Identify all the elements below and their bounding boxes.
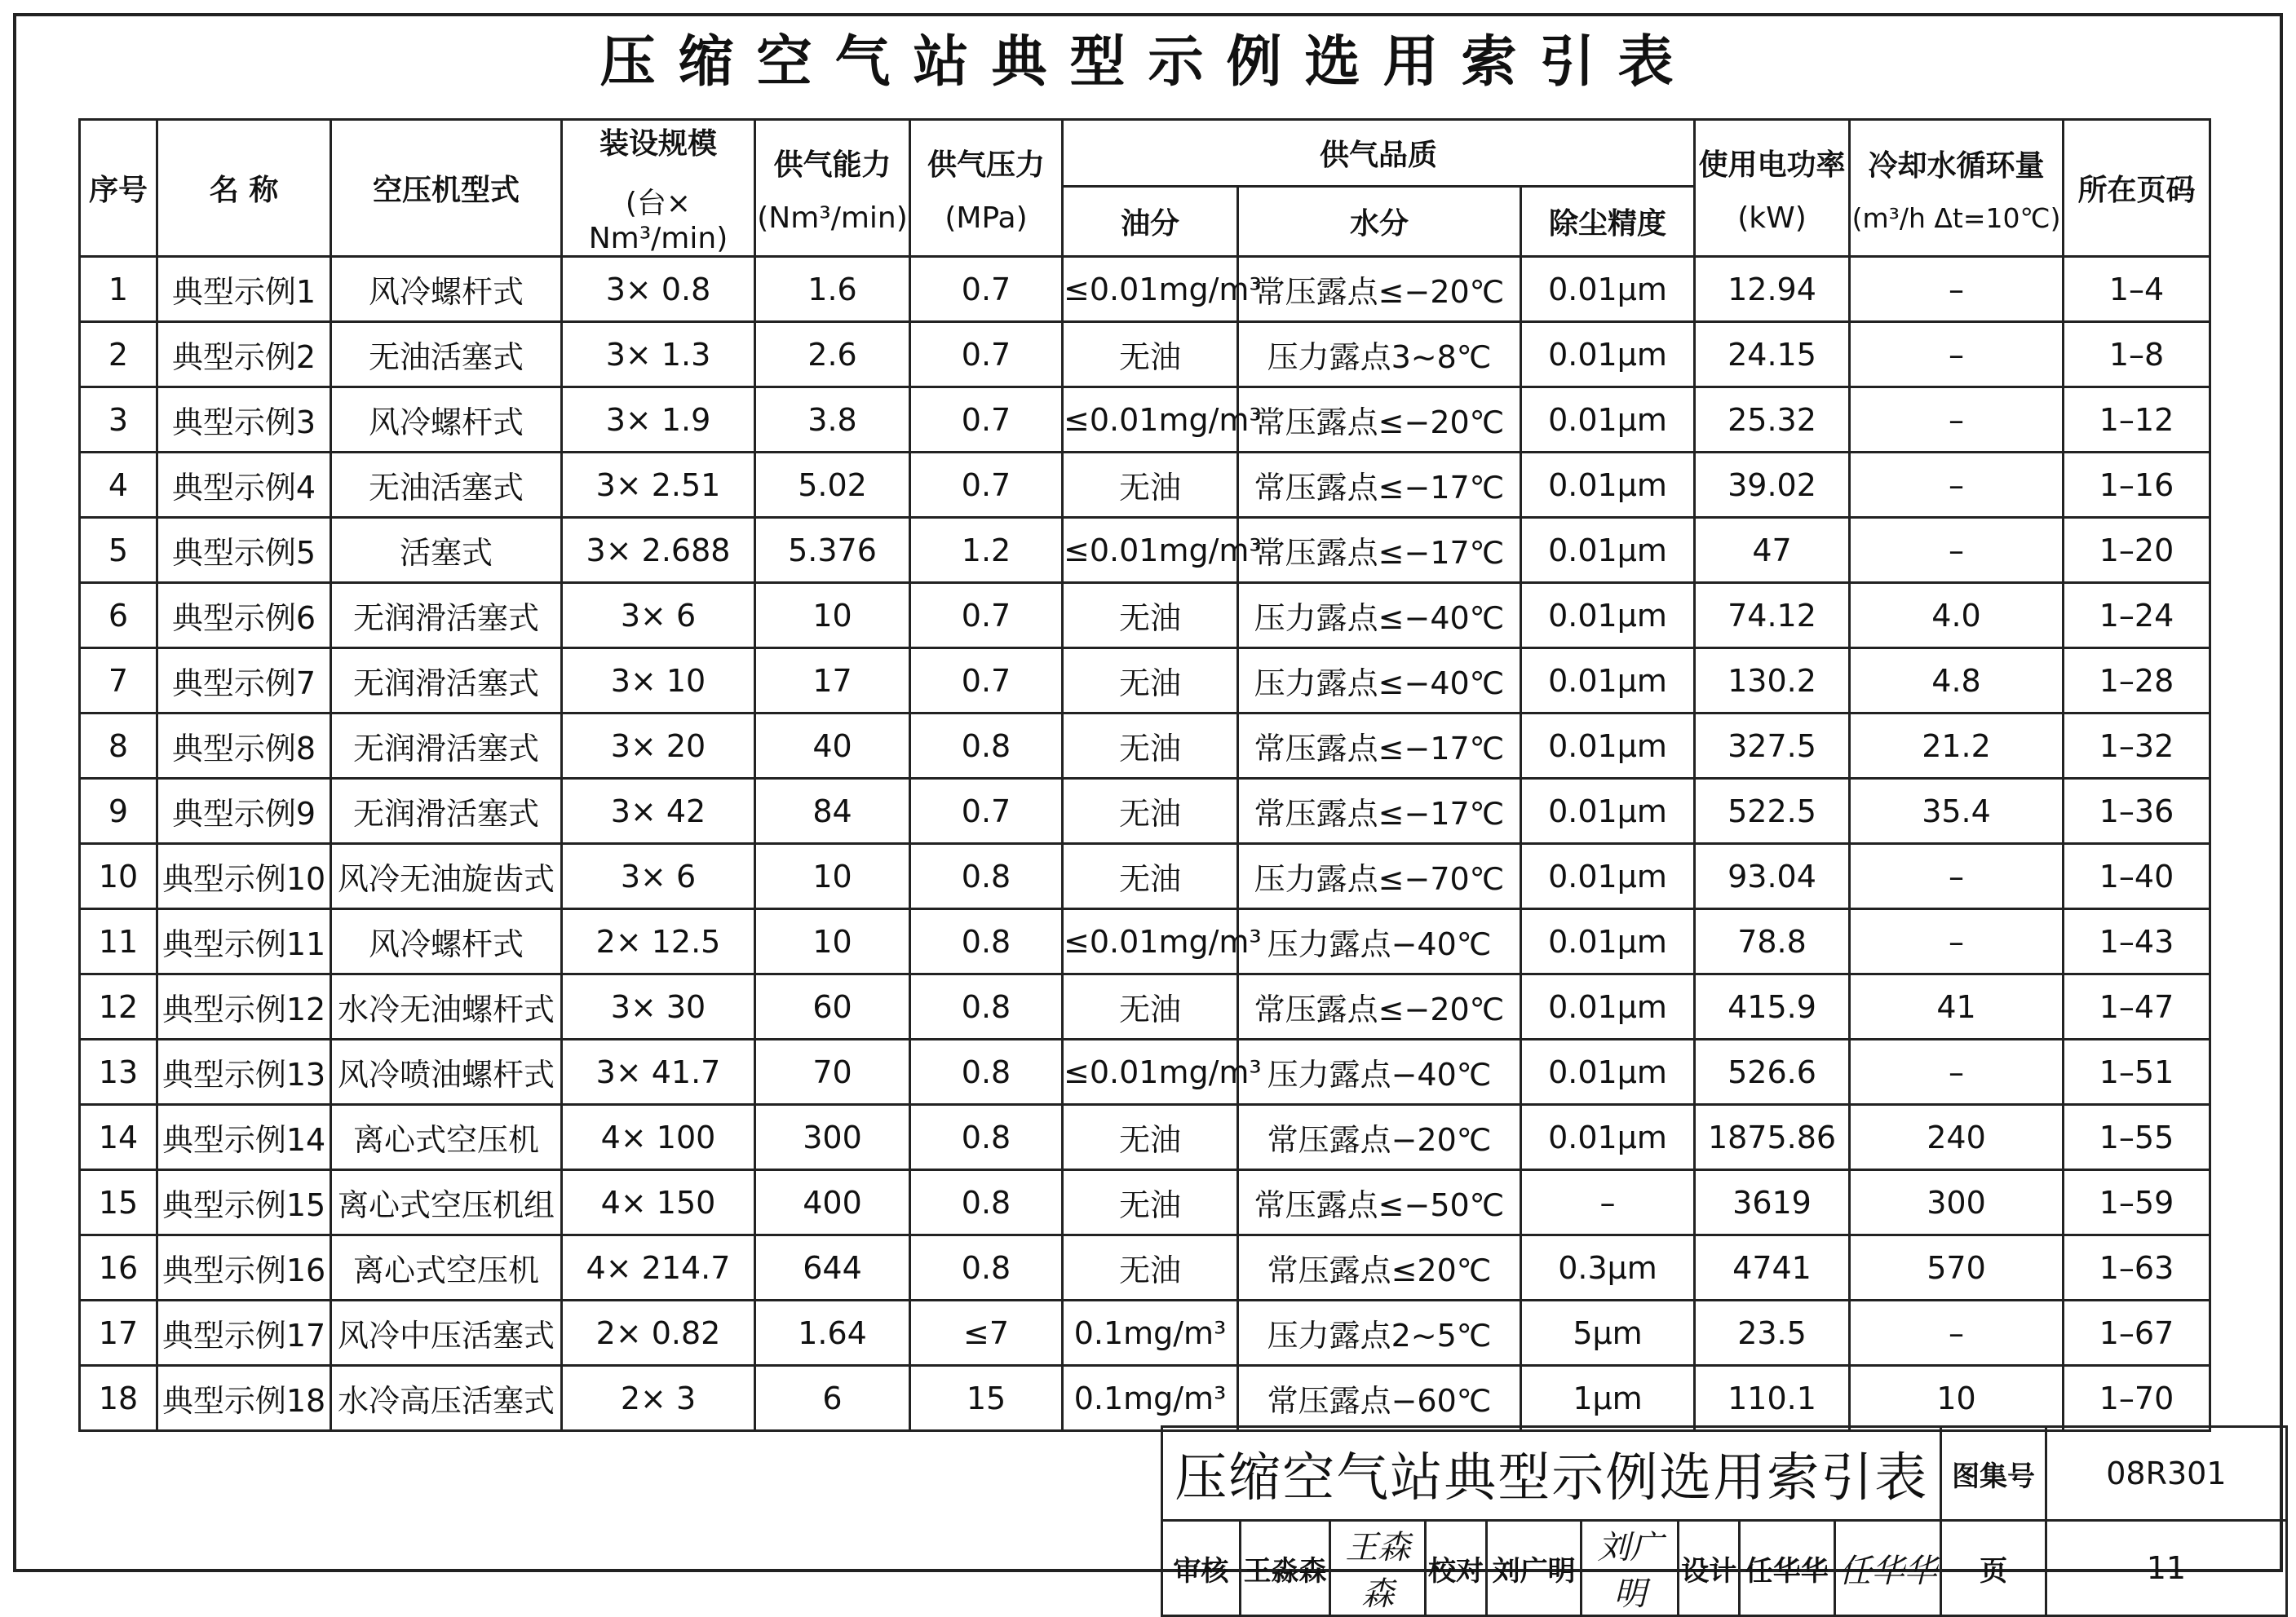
cell-capacity: 70 (755, 1040, 910, 1105)
cell-scale: 3× 20 (562, 714, 755, 779)
cell-oil: 无油 (1063, 1235, 1238, 1301)
cell-seq: 14 (80, 1105, 157, 1170)
cell-oil: 无油 (1063, 453, 1238, 518)
cell-capacity: 17 (755, 648, 910, 714)
cell-type: 活塞式 (331, 518, 562, 583)
cell-seq: 17 (80, 1301, 157, 1366)
cell-cooling: – (1850, 518, 2064, 583)
header-power-line1: 使用电功率 (1698, 148, 1846, 182)
cell-type: 无润滑活塞式 (331, 714, 562, 779)
cell-capacity: 10 (755, 583, 910, 648)
cell-pressure: 0.8 (910, 1105, 1063, 1170)
cell-water: 常压露点−20℃ (1238, 1105, 1521, 1170)
cell-name: 典型示例16 (157, 1235, 331, 1301)
cell-dust: 0.01μm (1521, 844, 1695, 909)
table-row (80, 779, 2210, 844)
header-scale-line2: (台× Nm³/min) (588, 187, 728, 255)
cell-scale: 2× 12.5 (562, 909, 755, 974)
cell-page: 1–47 (2064, 974, 2210, 1040)
cell-capacity: 2.6 (755, 322, 910, 387)
cell-power: 93.04 (1695, 844, 1850, 909)
page-title: 压缩空气站典型示例选用索引表 (599, 30, 1697, 95)
title-block (1161, 1425, 2288, 1617)
cell-cooling: 10 (1850, 1366, 2064, 1431)
cell-scale: 4× 100 (562, 1105, 755, 1170)
cell-power: 23.5 (1695, 1301, 1850, 1366)
cell-cooling: 240 (1850, 1105, 2064, 1170)
cell-oil: 无油 (1063, 1105, 1238, 1170)
header-page: 所在页码 (2064, 120, 2210, 257)
cell-seq: 9 (80, 779, 157, 844)
cell-water: 常压露点≤−17℃ (1238, 518, 1521, 583)
cell-scale: 3× 10 (562, 648, 755, 714)
cell-cooling: 4.8 (1850, 648, 2064, 714)
cell-water: 压力露点−40℃ (1238, 1040, 1521, 1105)
cell-scale: 3× 6 (562, 844, 755, 909)
cell-scale: 4× 214.7 (562, 1235, 755, 1301)
check-signature: 刘广明 (1582, 1521, 1679, 1616)
cell-scale: 2× 0.82 (562, 1301, 755, 1366)
cell-type: 无油活塞式 (331, 453, 562, 518)
cell-name: 典型示例8 (157, 714, 331, 779)
cell-type: 无润滑活塞式 (331, 583, 562, 648)
cell-oil: 无油 (1063, 1170, 1238, 1235)
cell-scale: 3× 6 (562, 583, 755, 648)
cell-pressure: 1.2 (910, 518, 1063, 583)
cell-name: 典型示例5 (157, 518, 331, 583)
cell-page: 1–8 (2064, 322, 2210, 387)
cell-oil: 无油 (1063, 974, 1238, 1040)
cell-power: 24.15 (1695, 322, 1850, 387)
cell-type: 离心式空压机 (331, 1235, 562, 1301)
cell-pressure: 0.8 (910, 1170, 1063, 1235)
cell-water: 压力露点≤−40℃ (1238, 583, 1521, 648)
cell-water: 常压露点≤−17℃ (1238, 453, 1521, 518)
cell-seq: 3 (80, 387, 157, 453)
cell-cooling: – (1850, 1301, 2064, 1366)
table-row (80, 974, 2210, 1040)
cell-name: 典型示例18 (157, 1366, 331, 1431)
cell-dust: 0.01μm (1521, 583, 1695, 648)
cell-water: 压力露点3~8℃ (1238, 322, 1521, 387)
cell-pressure: 0.8 (910, 909, 1063, 974)
cell-power: 47 (1695, 518, 1850, 583)
page-label: 页 (1941, 1521, 2046, 1616)
cell-power: 12.94 (1695, 257, 1850, 322)
cell-oil: 无油 (1063, 648, 1238, 714)
cell-scale: 3× 2.688 (562, 518, 755, 583)
atlas-number: 08R301 (2046, 1427, 2286, 1521)
cell-water: 常压露点≤−20℃ (1238, 974, 1521, 1040)
cell-name: 典型示例3 (157, 387, 331, 453)
header-cooling-line1: 冷却水循环量 (1868, 148, 2045, 183)
cell-dust: 0.01μm (1521, 518, 1695, 583)
cell-capacity: 300 (755, 1105, 910, 1170)
header-power (1695, 120, 1850, 257)
cell-power: 526.6 (1695, 1040, 1850, 1105)
cell-page: 1–59 (2064, 1170, 2210, 1235)
table-row (80, 1105, 2210, 1170)
cell-capacity: 84 (755, 779, 910, 844)
header-capacity-line1: 供气能力 (773, 148, 891, 182)
check-label: 校对 (1426, 1521, 1487, 1616)
cell-capacity: 60 (755, 974, 910, 1040)
cell-seq: 16 (80, 1235, 157, 1301)
cell-capacity: 10 (755, 909, 910, 974)
cell-scale: 3× 1.3 (562, 322, 755, 387)
cell-type: 无润滑活塞式 (331, 779, 562, 844)
cell-cooling: 41 (1850, 974, 2064, 1040)
cell-seq: 6 (80, 583, 157, 648)
cell-scale: 3× 2.51 (562, 453, 755, 518)
cell-page: 1–70 (2064, 1366, 2210, 1431)
cell-oil: 0.1mg/m³ (1063, 1366, 1238, 1431)
cell-dust: 0.01μm (1521, 1040, 1695, 1105)
cell-page: 1–40 (2064, 844, 2210, 909)
cell-type: 离心式空压机 (331, 1105, 562, 1170)
table-row (80, 1235, 2210, 1301)
header-cooling (1850, 120, 2064, 257)
header-quality: 供气品质 (1063, 120, 1695, 187)
cell-dust: 0.01μm (1521, 322, 1695, 387)
cell-capacity: 5.02 (755, 453, 910, 518)
cell-type: 风冷螺杆式 (331, 909, 562, 974)
header-cooling-line2: (m³/h Δt=10℃) (1851, 201, 2061, 234)
cell-type: 风冷中压活塞式 (331, 1301, 562, 1366)
cell-page: 1–20 (2064, 518, 2210, 583)
cell-dust: 5μm (1521, 1301, 1695, 1366)
cell-capacity: 400 (755, 1170, 910, 1235)
title-block-title: 压缩空气站典型示例选用索引表 (1162, 1427, 1941, 1521)
cell-pressure: 0.7 (910, 453, 1063, 518)
design-signature: 任华华 (1834, 1521, 1941, 1616)
atlas-label: 图集号 (1941, 1427, 2046, 1521)
cell-water: 常压露点−60℃ (1238, 1366, 1521, 1431)
cell-type: 无油活塞式 (331, 322, 562, 387)
cell-name: 典型示例7 (157, 648, 331, 714)
cell-name: 典型示例17 (157, 1301, 331, 1366)
cell-oil: ≤0.01mg/m³ (1063, 1040, 1238, 1105)
cell-scale: 3× 30 (562, 974, 755, 1040)
cell-dust: 0.01μm (1521, 779, 1695, 844)
cell-oil: ≤0.01mg/m³ (1063, 909, 1238, 974)
cell-dust: 1μm (1521, 1366, 1695, 1431)
cell-seq: 4 (80, 453, 157, 518)
table-row (80, 1366, 2210, 1431)
cell-scale: 3× 42 (562, 779, 755, 844)
cell-type: 无润滑活塞式 (331, 648, 562, 714)
cell-cooling: – (1850, 909, 2064, 974)
header-water: 水分 (1238, 186, 1521, 256)
cell-dust: 0.01μm (1521, 257, 1695, 322)
header-power-line2: (kW) (1737, 201, 1807, 235)
cell-seq: 5 (80, 518, 157, 583)
table-row (80, 387, 2210, 453)
cell-water: 压力露点≤−70℃ (1238, 844, 1521, 909)
cell-dust: 0.01μm (1521, 974, 1695, 1040)
cell-cooling: 4.0 (1850, 583, 2064, 648)
cell-scale: 3× 41.7 (562, 1040, 755, 1105)
cell-name: 典型示例14 (157, 1105, 331, 1170)
cell-power: 415.9 (1695, 974, 1850, 1040)
cell-pressure: 0.7 (910, 583, 1063, 648)
cell-type: 风冷喷油螺杆式 (331, 1040, 562, 1105)
cell-pressure: 0.7 (910, 322, 1063, 387)
cell-capacity: 40 (755, 714, 910, 779)
cell-type: 风冷无油旋齿式 (331, 844, 562, 909)
cell-oil: ≤0.01mg/m³ (1063, 518, 1238, 583)
cell-seq: 15 (80, 1170, 157, 1235)
cell-capacity: 1.64 (755, 1301, 910, 1366)
cell-type: 风冷螺杆式 (331, 387, 562, 453)
header-seq: 序号 (80, 120, 157, 257)
table-row (80, 648, 2210, 714)
cell-oil: 无油 (1063, 322, 1238, 387)
cell-name: 典型示例15 (157, 1170, 331, 1235)
cell-type: 水冷无油螺杆式 (331, 974, 562, 1040)
header-oil: 油分 (1063, 186, 1238, 256)
cell-water: 常压露点≤−17℃ (1238, 779, 1521, 844)
cell-pressure: 0.8 (910, 1040, 1063, 1105)
cell-page: 1–55 (2064, 1105, 2210, 1170)
cell-power: 110.1 (1695, 1366, 1850, 1431)
cell-water: 常压露点≤−20℃ (1238, 257, 1521, 322)
cell-seq: 12 (80, 974, 157, 1040)
cell-seq: 7 (80, 648, 157, 714)
table-row (80, 844, 2210, 909)
cell-pressure: 0.8 (910, 974, 1063, 1040)
header-type: 空压机型式 (331, 120, 562, 257)
table-row (80, 1170, 2210, 1235)
cell-page: 1–51 (2064, 1040, 2210, 1105)
cell-type: 风冷螺杆式 (331, 257, 562, 322)
cell-seq: 13 (80, 1040, 157, 1105)
cell-power: 3619 (1695, 1170, 1850, 1235)
cell-pressure: 15 (910, 1366, 1063, 1431)
cell-seq: 10 (80, 844, 157, 909)
cell-pressure: 0.8 (910, 1235, 1063, 1301)
cell-capacity: 6 (755, 1366, 910, 1431)
cell-page: 1–28 (2064, 648, 2210, 714)
header-pressure (910, 120, 1063, 257)
cell-page: 1–63 (2064, 1235, 2210, 1301)
cell-water: 常压露点≤−20℃ (1238, 387, 1521, 453)
cell-page: 1–67 (2064, 1301, 2210, 1366)
cell-cooling: 300 (1850, 1170, 2064, 1235)
cell-scale: 3× 1.9 (562, 387, 755, 453)
cell-name: 典型示例11 (157, 909, 331, 974)
cell-oil: 无油 (1063, 714, 1238, 779)
cell-scale: 2× 3 (562, 1366, 755, 1431)
cell-cooling: – (1850, 844, 2064, 909)
cell-cooling: 21.2 (1850, 714, 2064, 779)
header-scale (562, 120, 755, 257)
cell-page: 1–43 (2064, 909, 2210, 974)
cell-oil: 无油 (1063, 583, 1238, 648)
header-name: 名 称 (157, 120, 331, 257)
cell-pressure: 0.7 (910, 387, 1063, 453)
cell-name: 典型示例1 (157, 257, 331, 322)
table-row (80, 257, 2210, 322)
cell-seq: 8 (80, 714, 157, 779)
cell-capacity: 1.6 (755, 257, 910, 322)
cell-power: 4741 (1695, 1235, 1850, 1301)
cell-page: 1–36 (2064, 779, 2210, 844)
cell-dust: 0.01μm (1521, 453, 1695, 518)
cell-name: 典型示例6 (157, 583, 331, 648)
table-row (80, 909, 2210, 974)
header-scale-line1: 装设规模 (599, 127, 717, 161)
cell-name: 典型示例13 (157, 1040, 331, 1105)
cell-oil: ≤0.01mg/m³ (1063, 387, 1238, 453)
cell-power: 1875.86 (1695, 1105, 1850, 1170)
header-capacity-line2: (Nm³/min) (757, 201, 908, 235)
cell-water: 常压露点≤20℃ (1238, 1235, 1521, 1301)
index-table (78, 118, 2211, 1432)
cell-pressure: 0.7 (910, 648, 1063, 714)
review-label: 审核 (1162, 1521, 1241, 1616)
cell-capacity: 5.376 (755, 518, 910, 583)
cell-power: 130.2 (1695, 648, 1850, 714)
cell-cooling: 35.4 (1850, 779, 2064, 844)
cell-water: 压力露点≤−40℃ (1238, 648, 1521, 714)
cell-water: 常压露点≤−50℃ (1238, 1170, 1521, 1235)
cell-name: 典型示例9 (157, 779, 331, 844)
cell-dust: 0.01μm (1521, 909, 1695, 974)
cell-power: 39.02 (1695, 453, 1850, 518)
cell-name: 典型示例10 (157, 844, 331, 909)
table-row (80, 453, 2210, 518)
cell-page: 1–4 (2064, 257, 2210, 322)
cell-pressure: 0.7 (910, 257, 1063, 322)
cell-page: 1–12 (2064, 387, 2210, 453)
cell-water: 常压露点≤−17℃ (1238, 714, 1521, 779)
cell-power: 327.5 (1695, 714, 1850, 779)
table-row (80, 1040, 2210, 1105)
cell-type: 离心式空压机组 (331, 1170, 562, 1235)
cell-oil: 无油 (1063, 844, 1238, 909)
cell-name: 典型示例12 (157, 974, 331, 1040)
cell-seq: 18 (80, 1366, 157, 1431)
header-capacity (755, 120, 910, 257)
cell-scale: 4× 150 (562, 1170, 755, 1235)
table-row (80, 583, 2210, 648)
cell-capacity: 10 (755, 844, 910, 909)
cell-oil: 0.1mg/m³ (1063, 1301, 1238, 1366)
design-label: 设计 (1679, 1521, 1740, 1616)
check-name: 刘广明 (1486, 1521, 1582, 1616)
cell-dust: 0.01μm (1521, 714, 1695, 779)
review-signature: 王森森 (1330, 1521, 1426, 1616)
cell-name: 典型示例4 (157, 453, 331, 518)
cell-cooling: 570 (1850, 1235, 2064, 1301)
cell-cooling: – (1850, 1040, 2064, 1105)
cell-page: 1–16 (2064, 453, 2210, 518)
cell-cooling: – (1850, 453, 2064, 518)
cell-dust: 0.01μm (1521, 1105, 1695, 1170)
header-pressure-line2: (MPa) (945, 201, 1028, 235)
cell-water: 压力露点−40℃ (1238, 909, 1521, 974)
table-body (80, 257, 2210, 1431)
cell-dust: 0.01μm (1521, 648, 1695, 714)
cell-dust: – (1521, 1170, 1695, 1235)
cell-cooling: – (1850, 322, 2064, 387)
cell-oil: ≤0.01mg/m³ (1063, 257, 1238, 322)
cell-seq: 1 (80, 257, 157, 322)
cell-capacity: 644 (755, 1235, 910, 1301)
cell-power: 25.32 (1695, 387, 1850, 453)
cell-type: 水冷高压活塞式 (331, 1366, 562, 1431)
cell-dust: 0.01μm (1521, 387, 1695, 453)
cell-pressure: ≤7 (910, 1301, 1063, 1366)
cell-name: 典型示例2 (157, 322, 331, 387)
cell-power: 78.8 (1695, 909, 1850, 974)
cell-cooling: – (1850, 387, 2064, 453)
design-name: 任华华 (1740, 1521, 1835, 1616)
header-dust: 除尘精度 (1521, 186, 1695, 256)
cell-seq: 11 (80, 909, 157, 974)
page-number: 11 (2046, 1521, 2286, 1616)
cell-page: 1–32 (2064, 714, 2210, 779)
cell-scale: 3× 0.8 (562, 257, 755, 322)
cell-power: 522.5 (1695, 779, 1850, 844)
cell-pressure: 0.8 (910, 844, 1063, 909)
cell-power: 74.12 (1695, 583, 1850, 648)
cell-cooling: – (1850, 257, 2064, 322)
cell-seq: 2 (80, 322, 157, 387)
cell-pressure: 0.7 (910, 779, 1063, 844)
header-pressure-line1: 供气压力 (927, 148, 1045, 182)
table-row (80, 1301, 2210, 1366)
table-row (80, 518, 2210, 583)
table-row (80, 322, 2210, 387)
cell-capacity: 3.8 (755, 387, 910, 453)
review-name: 王淼森 (1240, 1521, 1330, 1616)
table-row (80, 714, 2210, 779)
cell-dust: 0.3μm (1521, 1235, 1695, 1301)
cell-oil: 无油 (1063, 779, 1238, 844)
cell-pressure: 0.8 (910, 714, 1063, 779)
cell-water: 压力露点2~5℃ (1238, 1301, 1521, 1366)
cell-page: 1–24 (2064, 583, 2210, 648)
